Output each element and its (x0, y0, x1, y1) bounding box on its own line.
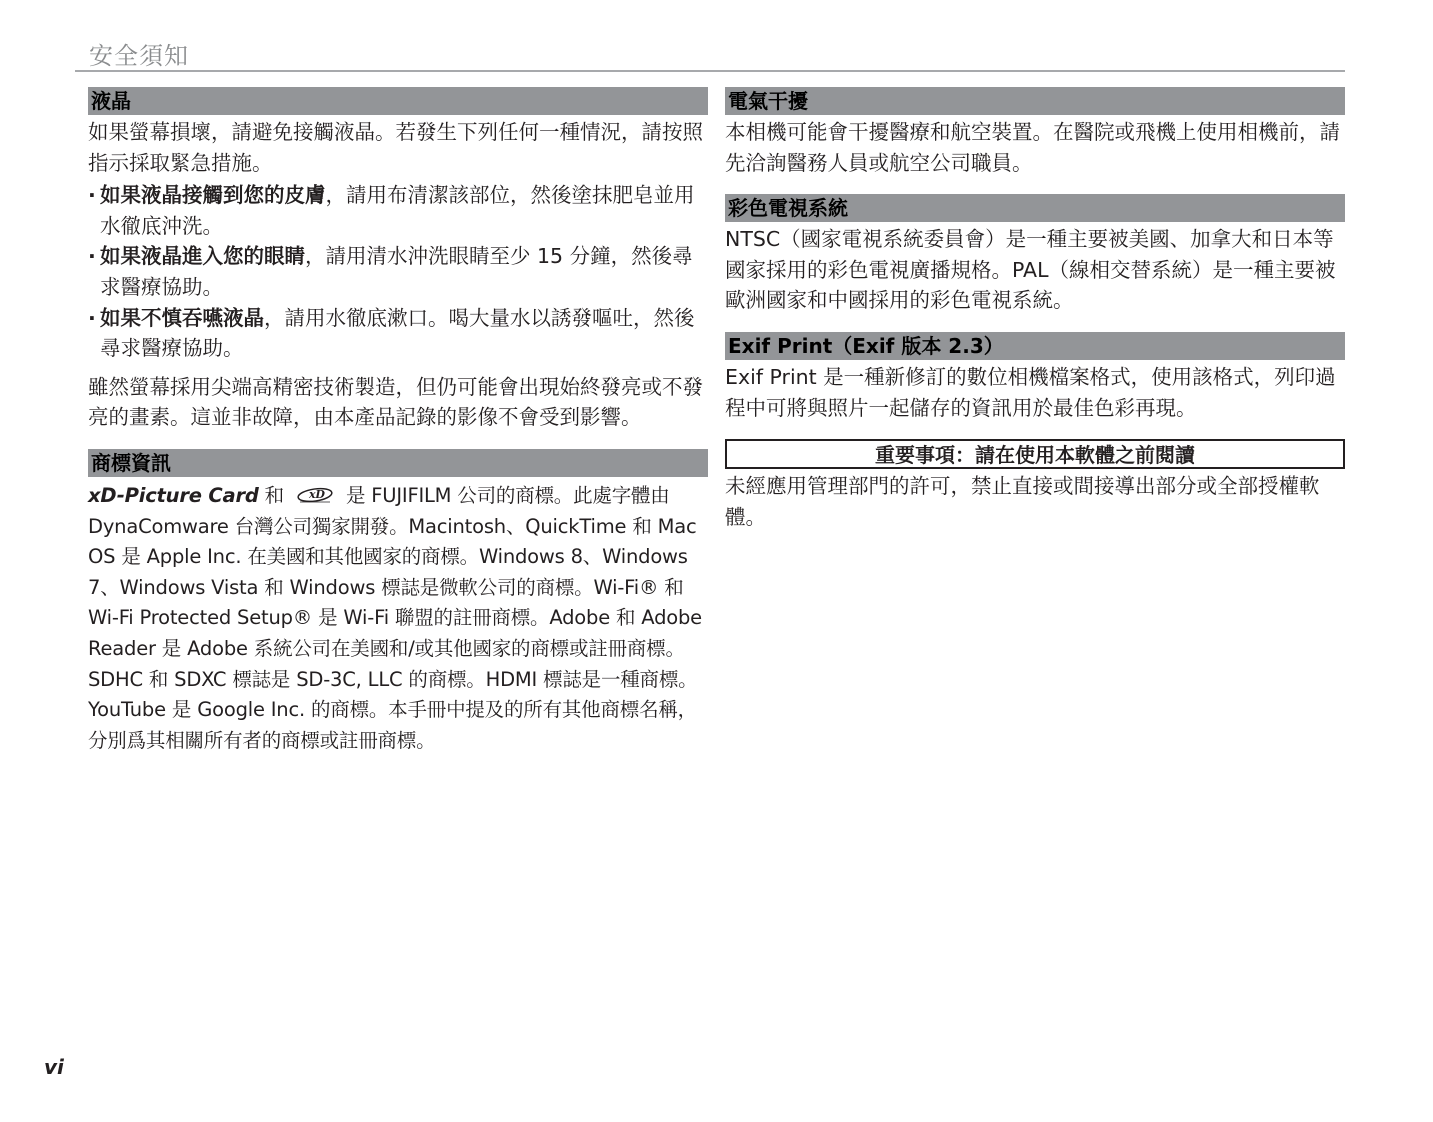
right-column (725, 87, 1345, 532)
interference-text: 本相機可能會干擾醫療和航空裝置。在醫院或飛機上使用相機前，請先洽詢醫務人員或航空公司職員。 (725, 120, 1340, 175)
bullet-bold: 如果液晶接觸到您的皮膚 (100, 183, 326, 208)
page-number: vi (44, 1055, 64, 1079)
notice-heading-box: 重要事項：請在使用本軟體之前閱讀 (725, 439, 1345, 469)
list-item (88, 241, 708, 302)
trademark-conjunction: 和 (258, 483, 290, 507)
xd-logo-icon (296, 486, 334, 504)
page-header (75, 32, 1345, 72)
color-tv-text: NTSC（國家電視系統委員會）是一種主要被美國、加拿大和日本等國家採用的彩色電視廣播規格。PAL（線相交替系統）是一種主要被歐洲國家和中國採用的彩色電視系統。 (725, 227, 1336, 313)
notice-text: 未經應用管理部門的許可，禁止直接或間接導出部分或全部授權軟體。 (725, 474, 1320, 529)
xd-brand-name: xD-Picture Card (88, 483, 259, 507)
section-heading-lcd: 液晶 (88, 87, 708, 115)
bullet-text: ，請用布清潔該部位，然後塗抹肥皂並用水徹底沖洗。 (100, 183, 695, 238)
lcd-note: 雖然螢幕採用尖端高精密技術製造，但仍可能會出現始終發亮或不發亮的畫素。這並非故障，由本產品記錄的影像不會受到影響。 (88, 374, 703, 430)
svg-text:xD: xD (308, 487, 325, 501)
trademark-text (88, 481, 708, 756)
section-heading-color-tv: 彩色電視系統 (725, 194, 1345, 222)
section-heading-trademark: 商標資訊 (88, 449, 708, 477)
lcd-intro: 如果螢幕損壞，請避免接觸液晶。若發生下列任何一種情況，請按照指示採取緊急措施。 (88, 120, 703, 175)
exif-text: Exif Print 是一種新修訂的數位相機檔案格式，使用該格式，列印過程中可將與照片一起儲存的資訊用於最佳色彩再現。 (725, 364, 1336, 420)
left-column (88, 87, 708, 756)
page-title: 安全須知 (89, 42, 189, 70)
bullet-text: ，請用水徹底漱口。喝大量水以誘發嘔吐，然後尋求醫療協助。 (100, 305, 695, 361)
section-heading-interference: 電氣干擾 (725, 87, 1345, 115)
list-item (88, 180, 708, 241)
section-heading-exif: Exif Print（Exif 版本 2.3） (725, 332, 1345, 360)
trademark-body: 是 FUJIFILM 公司的商標。此處字體由 DynaComware 台灣公司獨家開發。Macintosh、QuickTime 和 Mac OS 是 Apple Inc. 在美國和其他國家的商標。Windows 8、Windows 7、Windows Vista 和 Windows 標誌是微軟公司的商標。Wi-Fi® 和 Wi-Fi Protected Setup® 是 Wi-Fi 聯盟的註冊商標。Adobe 和 Adobe Reader 是 Adobe 系統公司在美國和/或其他國家的商標或註冊商標。SDHC 和 SDXC 標誌是 SD-3C, LLC 的商標。HDMI 標誌是一種商標。YouTube 是 Google Inc. 的商標。本手冊中提及的所有其他商標名稱，分別爲其相關所有者的商標或註冊商標。 (88, 483, 702, 752)
bullet-bold: 如果不慎吞嚥液晶 (100, 305, 264, 330)
list-item (88, 303, 708, 364)
bullet-bold: 如果液晶進入您的眼睛 (100, 244, 305, 269)
lcd-bullet-list (88, 180, 708, 364)
bullet-text: ，請用清水沖洗眼睛至少 15 分鐘，然後尋求醫療協助。 (100, 244, 693, 299)
